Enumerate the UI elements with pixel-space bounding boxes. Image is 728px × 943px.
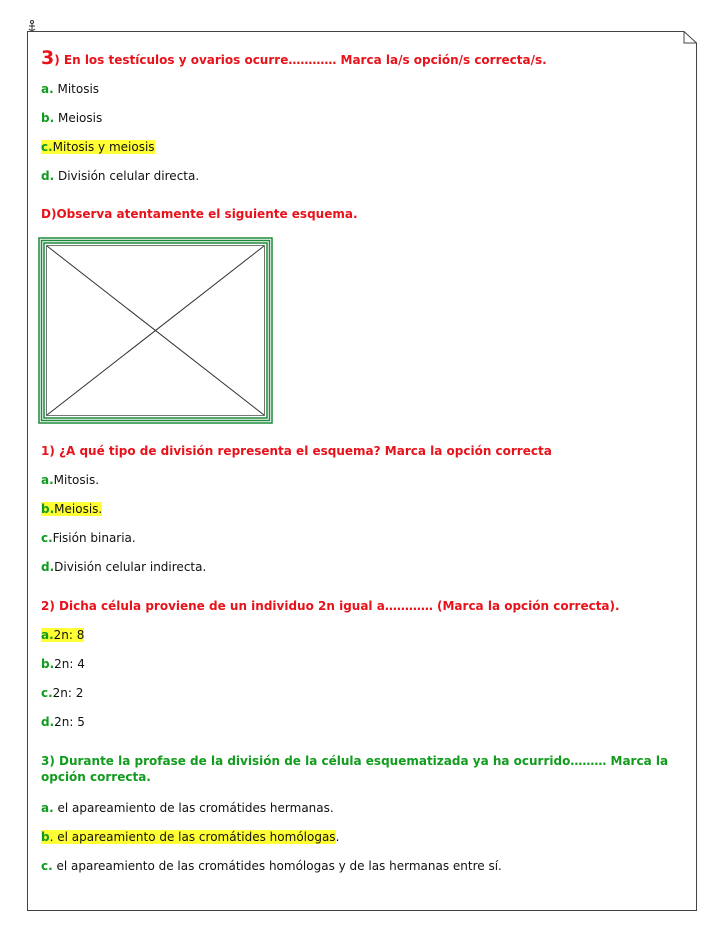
option-b-highlighted bbox=[41, 501, 102, 517]
option-letter: a. bbox=[41, 473, 54, 487]
option-b bbox=[41, 656, 85, 672]
option-text: Mitosis. bbox=[53, 473, 100, 487]
option-d bbox=[41, 168, 199, 184]
question-1-text: 1) ¿A qué tipo de división representa el esquema? Marca la opción correcta bbox=[41, 444, 552, 458]
option-text: 2n: 5 bbox=[54, 715, 85, 729]
option-a bbox=[41, 472, 99, 488]
option-letter: b. bbox=[41, 502, 55, 516]
option-letter: c. bbox=[41, 140, 53, 154]
option-text: Fisión binaria. bbox=[52, 531, 136, 545]
option-text: . el apareamiento de las cromátides homólogas bbox=[49, 830, 336, 844]
option-letter: c. bbox=[41, 859, 53, 873]
question-text: ) En los testículos y ovarios ocurre………… Marca la/s opción/s correcta/s. bbox=[54, 53, 547, 67]
anchor-icon bbox=[28, 20, 36, 32]
option-text: División celular directa. bbox=[54, 169, 200, 183]
option-trailing: . bbox=[335, 830, 340, 844]
option-letter: d. bbox=[41, 715, 55, 729]
option-a-highlighted bbox=[41, 627, 84, 643]
option-b bbox=[41, 110, 102, 126]
option-text: Meiosis bbox=[54, 111, 103, 125]
option-text: 2n: 4 bbox=[54, 657, 85, 671]
option-c bbox=[41, 858, 502, 874]
option-text: el apareamiento de las cromátides hermanas. bbox=[53, 801, 334, 815]
question-number: 3 bbox=[41, 47, 55, 69]
option-text: División celular indirecta. bbox=[54, 560, 207, 574]
question-3b-line2: opción correcta. bbox=[41, 770, 151, 784]
option-letter: d. bbox=[41, 169, 55, 183]
option-text: Meiosis. bbox=[54, 502, 103, 516]
option-text: 2n: 2 bbox=[52, 686, 84, 700]
option-letter: a. bbox=[41, 628, 54, 642]
option-a bbox=[41, 81, 99, 97]
option-letter: b bbox=[41, 830, 50, 844]
section-d-title: D)Observa atentamente el siguiente esquema. bbox=[41, 207, 358, 221]
option-d bbox=[41, 559, 206, 575]
question-3b-line1: 3) Durante la profase de la división de la célula esquematizada ya ha ocurrido……… Marca la bbox=[41, 754, 669, 768]
option-letter: b. bbox=[41, 111, 55, 125]
option-text: Mitosis y meiosis bbox=[52, 140, 155, 154]
option-c-highlighted bbox=[41, 139, 155, 155]
question-2-text: 2) Dicha célula proviene de un individuo 2n igual a………… (Marca la opción correcta). bbox=[41, 599, 620, 613]
option-letter: d. bbox=[41, 560, 55, 574]
option-text: 2n: 8 bbox=[53, 628, 85, 642]
option-letter: a. bbox=[41, 82, 54, 96]
question-3-heading bbox=[41, 47, 547, 69]
option-b-highlighted bbox=[41, 829, 339, 845]
option-c bbox=[41, 685, 83, 701]
option-text: el apareamiento de las cromátides homólogas y de las hermanas entre sí. bbox=[52, 859, 502, 873]
option-letter: c. bbox=[41, 531, 53, 545]
diagram-placeholder bbox=[38, 237, 273, 424]
option-letter: c. bbox=[41, 686, 53, 700]
option-d bbox=[41, 714, 85, 730]
option-text: Mitosis bbox=[53, 82, 100, 96]
option-letter: b. bbox=[41, 657, 55, 671]
option-letter: a. bbox=[41, 801, 54, 815]
option-a bbox=[41, 800, 334, 816]
option-c bbox=[41, 530, 136, 546]
